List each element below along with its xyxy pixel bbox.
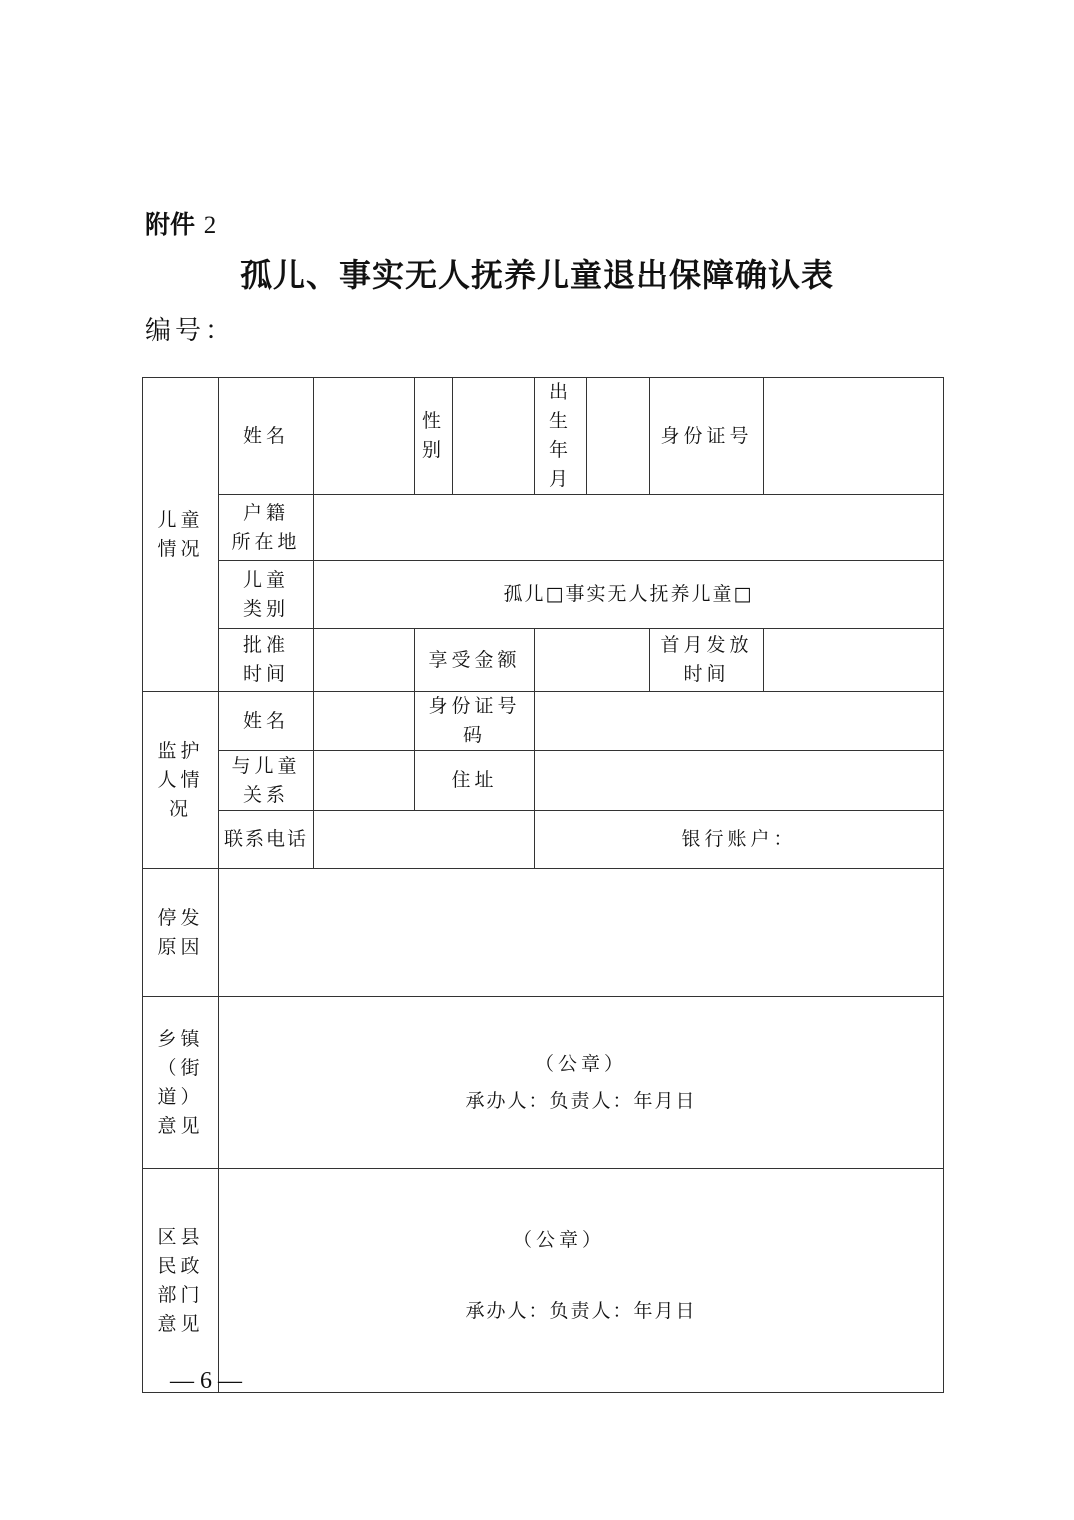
gender-field[interactable] <box>453 378 535 495</box>
household-label-line2: 所在地 <box>231 530 301 553</box>
township-signature: 承办人：负责人：年月日 <box>465 1089 697 1112</box>
approval-time-label-line2: 时间 <box>242 663 289 685</box>
guardian-section-label <box>143 692 219 869</box>
address-field[interactable] <box>535 751 944 811</box>
relation-field[interactable] <box>314 751 415 811</box>
child-section-label-line1: 儿童 <box>157 508 204 531</box>
gender-label <box>415 378 453 495</box>
stop-reason-label-line1: 停发 <box>157 906 204 929</box>
township-seal: （公章） <box>534 1052 627 1075</box>
household-label <box>219 495 314 561</box>
guardian-section-label-line2: 人情 <box>157 768 204 791</box>
child-id-label: 身份证号 <box>650 378 764 495</box>
category-label-line2: 类别 <box>242 597 289 620</box>
district-label-line4: 意见 <box>157 1312 204 1335</box>
relation-label-line2: 关系 <box>242 783 289 806</box>
confirmation-form-table <box>142 377 944 1393</box>
district-label-line2: 民政 <box>157 1254 204 1277</box>
household-field[interactable] <box>314 495 944 561</box>
attachment-label-text: 附件 <box>145 210 196 239</box>
attachment-label <box>145 205 216 241</box>
birth-label <box>535 378 587 495</box>
amount-field[interactable] <box>535 629 650 692</box>
first-month-field[interactable] <box>764 629 944 692</box>
relation-label-line1: 与儿童 <box>231 754 301 777</box>
approval-time-field[interactable] <box>314 629 415 692</box>
category-label <box>219 561 314 629</box>
amount-label: 享受金额 <box>415 629 535 692</box>
township-label-line2: （街 <box>157 1056 204 1079</box>
bank-account-label[interactable]: 银行账户： <box>535 811 944 869</box>
approval-time-label-line1: 批准 <box>242 634 289 656</box>
gender-label-line2: 别 <box>421 439 445 461</box>
stop-reason-label <box>143 869 219 997</box>
approval-time-label <box>219 629 314 692</box>
birth-label-line1: 出生 <box>548 381 572 432</box>
district-signature: 承办人：负责人：年月日 <box>465 1299 697 1322</box>
first-month-label-line2: 时间 <box>683 663 730 685</box>
child-name-label: 姓名 <box>219 378 314 495</box>
phone-label: 联系电话 <box>219 811 314 869</box>
category-label-line1: 儿童 <box>242 568 289 591</box>
gender-label-line1: 性 <box>421 410 445 432</box>
first-month-label-line1: 首月发放 <box>660 634 753 656</box>
district-label-line3: 部门 <box>157 1283 204 1306</box>
district-label-line1: 区县 <box>157 1225 204 1248</box>
child-section-label-line2: 情况 <box>157 537 204 560</box>
category-options[interactable]: 孤儿□事实无人抚养儿童□ <box>314 561 944 629</box>
serial-number-label: 编号： <box>145 316 236 346</box>
guardian-section-label-line1: 监护 <box>157 739 204 762</box>
township-label-line1: 乡镇 <box>157 1027 204 1050</box>
child-section-label <box>143 378 219 692</box>
stop-reason-label-line2: 原因 <box>157 935 204 958</box>
guardian-id-field[interactable] <box>535 692 944 751</box>
district-opinion-field[interactable] <box>219 1169 944 1393</box>
district-opinion-label <box>143 1169 219 1393</box>
household-label-line1: 户籍 <box>242 501 289 524</box>
page-title: 孤儿、事实无人抚养儿童退出保障确认表 <box>239 256 834 294</box>
township-opinion-label <box>143 997 219 1169</box>
stop-reason-field[interactable] <box>219 869 944 997</box>
first-month-label <box>650 629 764 692</box>
relation-label <box>219 751 314 811</box>
phone-field[interactable] <box>314 811 535 869</box>
township-opinion-field[interactable] <box>219 997 944 1169</box>
birth-label-line2: 年月 <box>548 439 572 490</box>
attachment-number: 2 <box>203 212 217 239</box>
township-label-line4: 意见 <box>157 1114 204 1137</box>
child-id-field[interactable] <box>764 378 944 495</box>
child-name-field[interactable] <box>314 378 415 495</box>
township-label-line3: 道） <box>157 1085 204 1108</box>
district-seal: （公章） <box>512 1228 605 1251</box>
guardian-id-label: 身份证号码 <box>415 692 535 751</box>
page-number: — 6 — <box>170 1368 242 1394</box>
guardian-name-label: 姓名 <box>219 692 314 751</box>
birth-field[interactable] <box>587 378 650 495</box>
guardian-name-field[interactable] <box>314 692 415 751</box>
address-label: 住址 <box>415 751 535 811</box>
guardian-section-label-line3: 况 <box>168 797 192 820</box>
